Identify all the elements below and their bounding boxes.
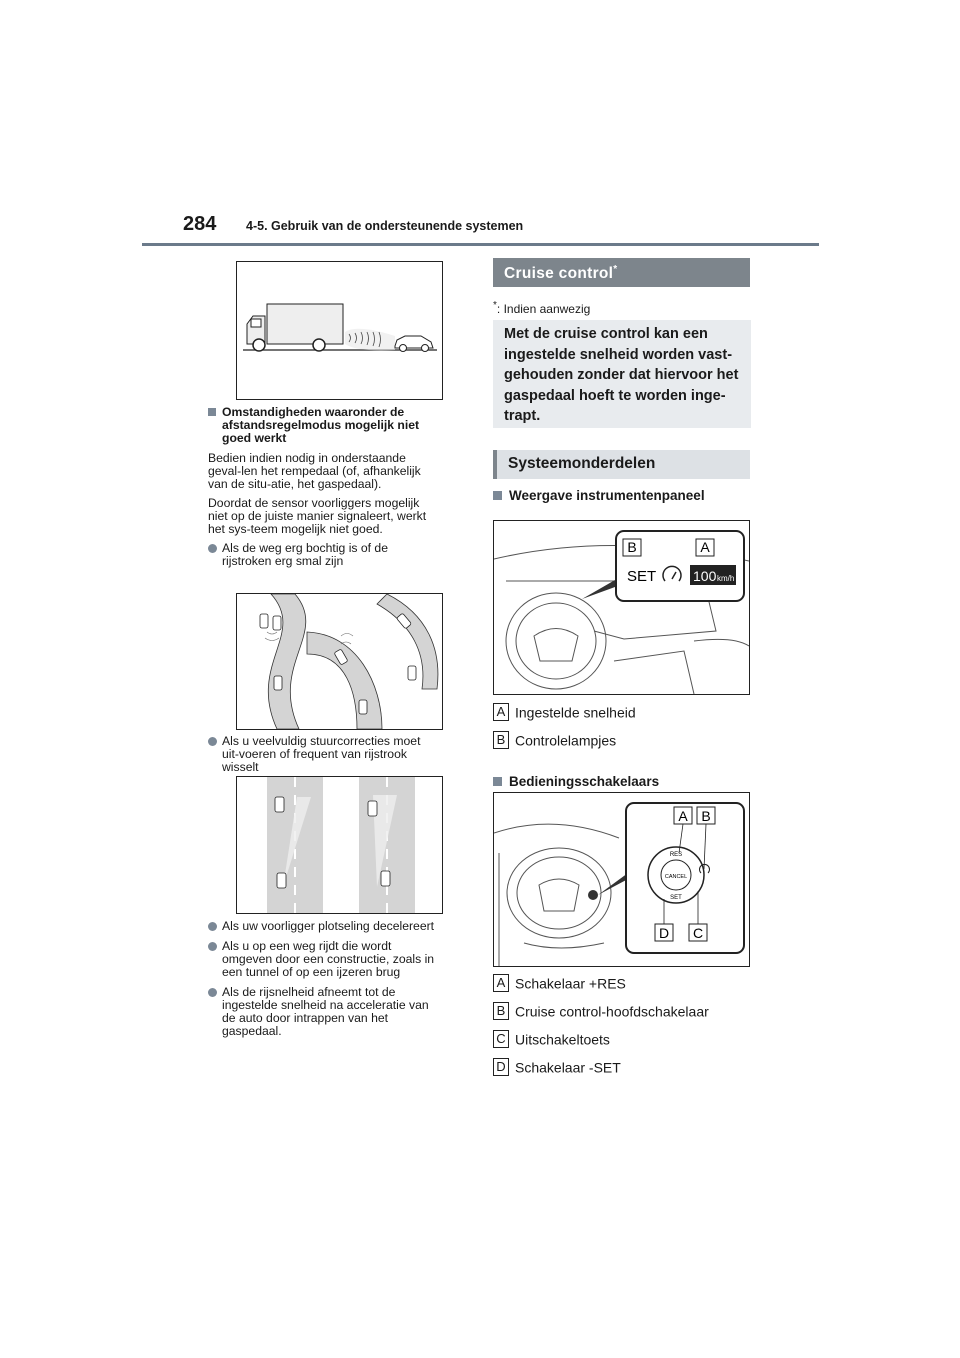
paragraph-sensor: Doordat de sensor voorliggers mogelijk niet op de juiste manier signaleert, werkt het sys-teem mogelijk niet goed. [208, 496, 427, 536]
bullet-item: Als de rijsnelheid afneemt tot de ingestelde snelheid na acceleratie van de auto door intrappen van het gaspedaal. [208, 986, 438, 1038]
left-column [208, 406, 438, 568]
components-header: Systeemonderdelen [493, 450, 750, 479]
lane-change-illustration [236, 776, 443, 914]
square-bullet-icon [208, 408, 216, 416]
callout-b: B [627, 539, 637, 555]
header-rule [142, 243, 819, 246]
square-bullet-icon [493, 491, 502, 500]
callout-b: B [701, 808, 711, 824]
intro-box: Met de cruise control kan een ingestelde snelheid worden vast-gehouden zonder dat hiervoor het gaspedaal hoeft te worden inge-trapt. [493, 320, 751, 428]
left-column-b [208, 735, 438, 774]
res-label: RES [669, 852, 683, 858]
switches-illustration [493, 792, 750, 967]
cancel-label: CANCEL [664, 874, 688, 880]
callout-c: C [692, 925, 704, 941]
legend-ingestelde-snelheid: A Ingestelde snelheid [493, 703, 636, 721]
curvy-roads-illustration [236, 593, 443, 730]
conditions-heading: Omstandigheden waaronder de afstandsregelmodus mogelijk niet goed werkt [208, 406, 438, 445]
circle-bullet-icon [208, 737, 217, 746]
bullet-item: Als uw voorligger plotseling decelereert [208, 920, 438, 933]
legend-hoofdschakelaar: B Cruise control-hoofdschakelaar [493, 1002, 709, 1020]
callout-a: A [700, 539, 710, 555]
callout-d: D [658, 925, 670, 941]
speed-unit: km/h [717, 574, 735, 583]
circle-bullet-icon [208, 988, 217, 997]
truck-following-illustration [236, 261, 443, 400]
square-bullet-icon [493, 777, 502, 786]
legend-uitschakeltoets: C Uitschakeltoets [493, 1030, 610, 1048]
bullet-item: Als u op een weg rijdt die wordt omgeven door een constructie, zoals in een tunnel of op een ijzeren brug [208, 940, 438, 979]
legend-controlelampjes: B Controlelampjes [493, 731, 616, 749]
section-title: 4-5. Gebruik van de ondersteunende systemen [246, 219, 524, 233]
set-speed-value: 100 [693, 568, 717, 584]
circle-bullet-icon [208, 922, 217, 931]
bullet-item: Als u veelvuldig stuurcorrecties moet uit-voeren of frequent van rijstrook wisselt [208, 735, 438, 774]
paragraph-brake: Bedien indien nodig in onderstaande geval-len het rempedaal (of, afhankelijk van de situ-atie, het gaspedaal). [208, 451, 421, 491]
left-column-c [208, 920, 438, 1038]
legend-schakelaar-res: A Schakelaar +RES [493, 974, 626, 992]
circle-bullet-icon [208, 544, 217, 553]
page-number: 284 [183, 213, 217, 235]
callout-a: A [678, 808, 688, 824]
subheading-switches: Bedieningsschakelaars [493, 774, 960, 789]
bullet-item: Als de weg erg bochtig is of de rijstroken erg smal zijn [208, 542, 438, 568]
subheading-instrument-panel: Weergave instrumentenpaneel [493, 488, 960, 503]
cruise-control-header: Cruise control* [493, 258, 750, 287]
availability-note: *: Indien aanwezig [493, 300, 591, 316]
legend-schakelaar-set: D Schakelaar -SET [493, 1058, 621, 1076]
set-indicator: SET [627, 568, 657, 585]
circle-bullet-icon [208, 942, 217, 951]
set-label: SET [670, 895, 682, 901]
instrument-panel-illustration [493, 520, 750, 695]
